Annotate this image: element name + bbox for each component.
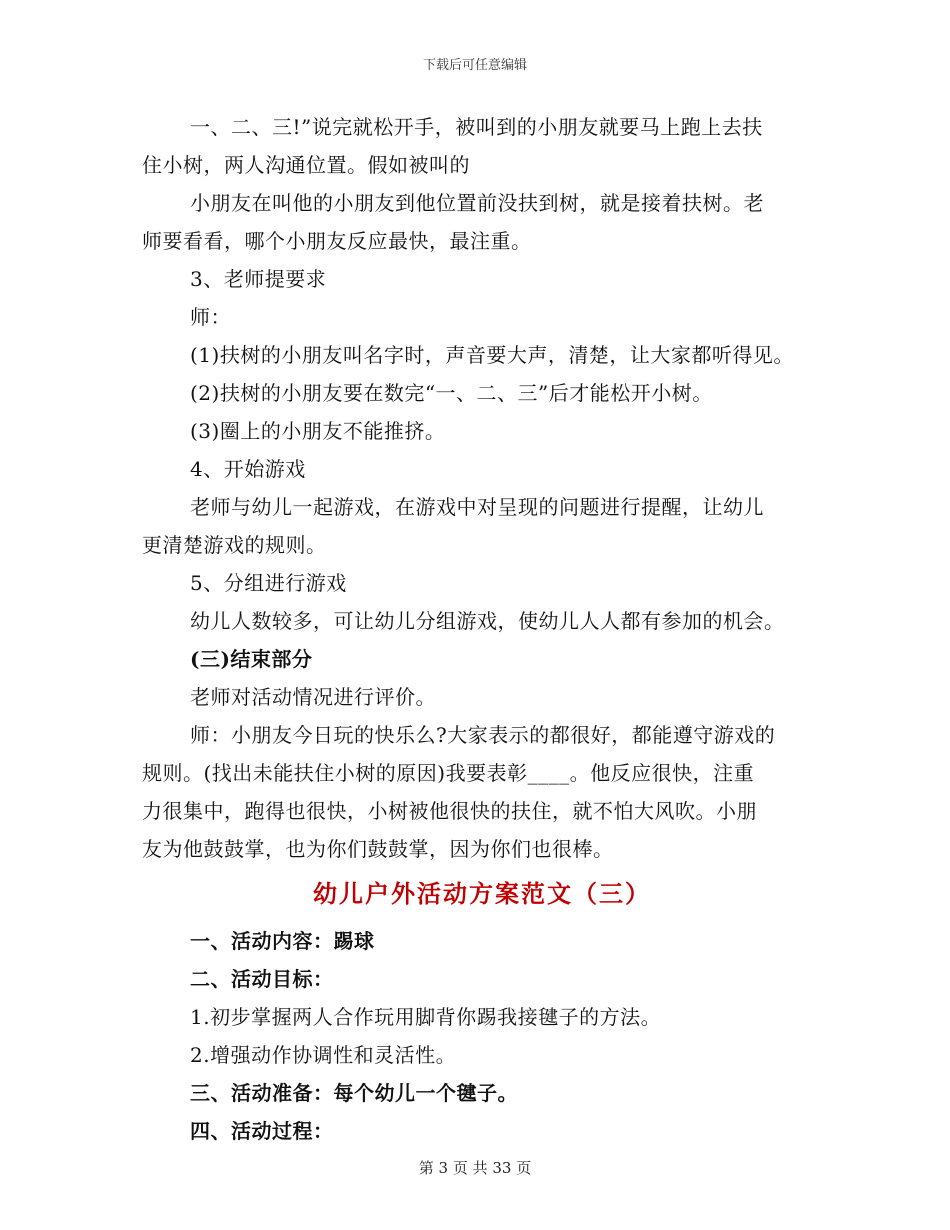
paragraph-line: 更清楚游戏的规则。 bbox=[142, 533, 327, 557]
paragraph-line: 小朋友在叫他的小朋友到他位置前没扶到树，就是接着扶树。老 bbox=[190, 191, 764, 215]
paragraph-line: 老师对活动情况进行评价。 bbox=[190, 685, 436, 709]
paragraph-line: 师：小朋友今日玩的快乐么?大家表示的都很好，都能遵守游戏的 bbox=[190, 723, 776, 747]
paragraph-line: 一、二、三!”说完就松开手，被叫到的小朋友就要马上跑上去扶 bbox=[190, 115, 763, 139]
page-footer: 第 3 页 共 33 页 bbox=[418, 1159, 532, 1177]
section-heading: 二、活动目标： bbox=[190, 967, 334, 991]
rule-item: (1)扶树的小朋友叫名字时，声音要大声，清楚，让大家都听得见。 bbox=[190, 343, 794, 367]
step-heading: 4、开始游戏 bbox=[190, 457, 306, 481]
paragraph-line: 幼儿人数较多，可让幼儿分组游戏，使幼儿人人都有参加的机会。 bbox=[190, 609, 785, 633]
paragraph-line: 友为他鼓鼓掌，也为你们鼓鼓掌，因为你们也很棒。 bbox=[142, 837, 614, 861]
paragraph-line: 老师与幼儿一起游戏，在游戏中对呈现的问题进行提醒，让幼儿 bbox=[190, 495, 764, 519]
section-title: 幼儿户外活动方案范文（三） bbox=[313, 879, 651, 908]
goal-item: 1.初步掌握两人合作玩用脚背你踢我接毽子的方法。 bbox=[190, 1005, 662, 1029]
step-heading: 3、老师提要求 bbox=[190, 267, 327, 291]
page-header: 下载后可任意编辑 bbox=[422, 58, 527, 73]
document-body bbox=[142, 108, 822, 1150]
paragraph-line: 住小树，两人沟通位置。假如被叫的 bbox=[142, 153, 470, 177]
section-heading: 四、活动过程： bbox=[190, 1119, 334, 1143]
section-heading: 三、活动准备：每个幼儿一个毽子。 bbox=[190, 1081, 518, 1105]
paragraph-line: 规则。(找出未能扶住小树的原因)我要表彰____。他反应很快，注重 bbox=[142, 761, 755, 785]
step-heading: 5、分组进行游戏 bbox=[190, 571, 347, 595]
paragraph-line: 师： bbox=[190, 305, 231, 329]
part-heading: (三)结束部分 bbox=[190, 647, 313, 671]
rule-item: (3)圈上的小朋友不能推挤。 bbox=[190, 419, 446, 443]
section-heading: 一、活动内容：踢球 bbox=[190, 929, 375, 953]
rule-item: (2)扶树的小朋友要在数完“一、二、三”后才能松开小树。 bbox=[190, 381, 713, 405]
paragraph-line: 师要看看，哪个小朋友反应最快，最注重。 bbox=[142, 229, 532, 253]
goal-item: 2.增强动作协调性和灵活性。 bbox=[190, 1043, 457, 1067]
paragraph-line: 力很集中，跑得也很快，小树被他很快的扶住，就不怕大风吹。小朋 bbox=[142, 799, 757, 823]
